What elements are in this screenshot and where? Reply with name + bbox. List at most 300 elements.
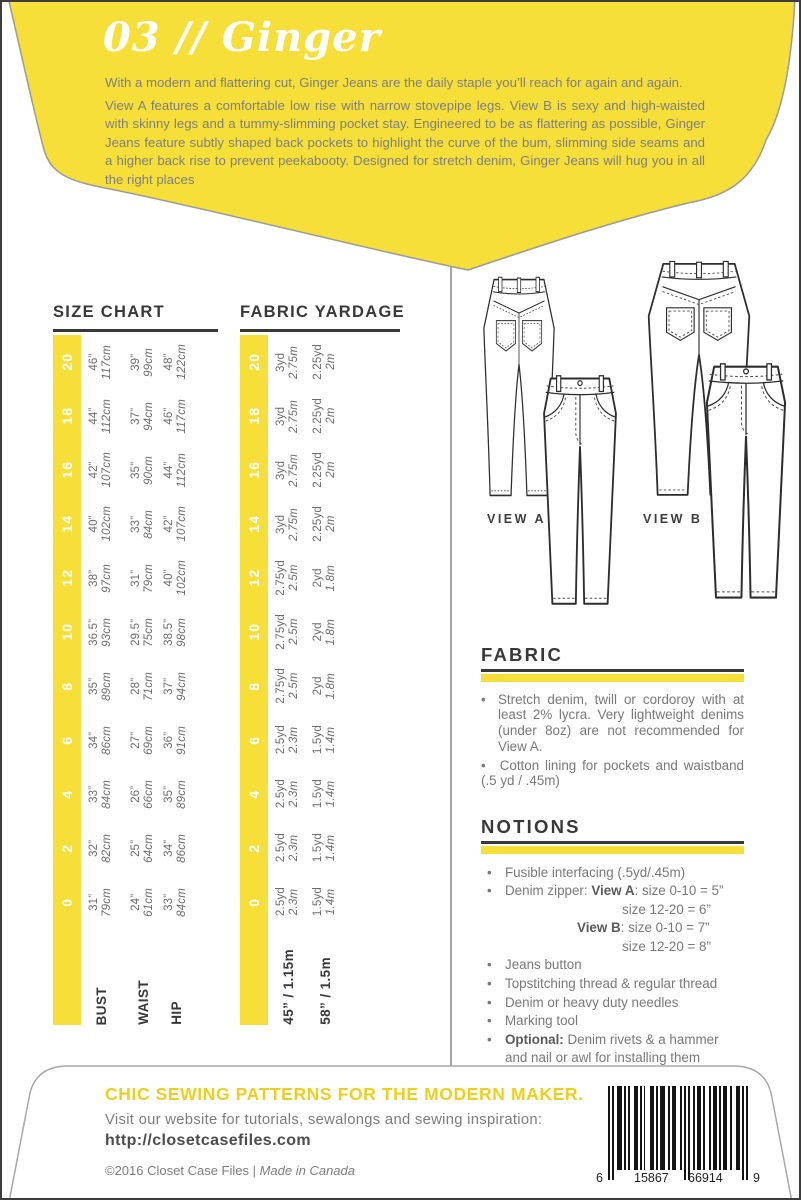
- size-number: 16: [59, 461, 75, 479]
- barcode-bar: [723, 1086, 727, 1170]
- value-imperial: 1.5yd: [312, 887, 325, 917]
- measurement-cell: [83, 335, 119, 389]
- measurement-value: [130, 726, 156, 755]
- value-metric: 2.3m: [288, 780, 300, 808]
- size-band: [53, 335, 81, 1025]
- measurement-value: [163, 506, 189, 542]
- measurement-value: [312, 565, 338, 591]
- measurement-value: [275, 454, 301, 487]
- measurement-value: [275, 614, 301, 650]
- view-a-front-drawing: [544, 376, 616, 604]
- value-imperial: 42”: [88, 461, 101, 479]
- table-column: [307, 335, 343, 1025]
- value-metric: 84cm: [101, 779, 113, 809]
- value-imperial: 42”: [163, 515, 176, 533]
- value-imperial: 27”: [130, 731, 143, 749]
- measurement-cell: [270, 497, 306, 551]
- bullet-icon: •: [487, 957, 492, 973]
- barcode-bar: [746, 1086, 748, 1180]
- value-imperial: 40”: [163, 569, 176, 587]
- value-imperial: 2.5yd: [275, 779, 288, 809]
- measurement-cell: [125, 713, 161, 767]
- measurement-cell: [125, 497, 161, 551]
- size-number: 18: [246, 407, 262, 425]
- footer-copyright: [105, 1163, 355, 1178]
- measurement-cell: [125, 389, 161, 443]
- measurement-value: [312, 344, 338, 380]
- table-column: [83, 335, 119, 1025]
- size-cell: [240, 767, 268, 821]
- table-column: [158, 335, 194, 1025]
- value-metric: 2m: [325, 461, 337, 479]
- measurement-cell: [270, 713, 306, 767]
- barcode-digit-group: 6: [596, 1171, 603, 1185]
- size-number: 10: [59, 623, 75, 641]
- fabric-title: FABRIC: [481, 644, 564, 665]
- measurement-cell: [158, 605, 194, 659]
- measurement-value: [130, 618, 156, 647]
- size-cell: [240, 821, 268, 875]
- measurement-value: [163, 399, 189, 434]
- value-metric: 66cm: [143, 779, 155, 809]
- intro-text: With a modern and flattering cut, Ginger Jeans are the daily staple you’ll reach for again and again.: [105, 75, 683, 90]
- value-imperial: 1.5yd: [312, 779, 325, 809]
- bullet-icon: •: [487, 864, 492, 880]
- measurement-cell: [83, 497, 119, 551]
- value-metric: 1.4m: [325, 834, 337, 862]
- measurement-value: [88, 399, 114, 434]
- size-number: 14: [246, 515, 262, 533]
- value-imperial: 35”: [88, 677, 101, 695]
- size-cell: [53, 551, 81, 605]
- measurement-cell: [307, 335, 343, 389]
- value-imperial: 2yd: [312, 568, 325, 588]
- measurement-value: [163, 888, 189, 917]
- value-metric: 94cm: [176, 671, 188, 701]
- made-in-text: Made in Canada: [259, 1163, 355, 1178]
- column-label-cell: [83, 929, 119, 1025]
- measurement-value: [88, 726, 114, 755]
- measurement-cell: [307, 497, 343, 551]
- value-metric: 79cm: [101, 887, 113, 917]
- value-metric: 82cm: [101, 833, 113, 863]
- notions-list: [481, 864, 744, 1069]
- value-imperial: 37”: [163, 677, 176, 695]
- barcode-bar: [742, 1086, 744, 1180]
- column-label: HIP: [168, 1001, 184, 1025]
- barcode-digit-group: 15867: [634, 1171, 669, 1185]
- measurement-cell: [83, 389, 119, 443]
- value-imperial: 44”: [88, 407, 101, 425]
- measurement-cell: [83, 767, 119, 821]
- measurement-cell: [270, 605, 306, 659]
- size-cell: [53, 767, 81, 821]
- bullet-icon: •: [481, 691, 486, 707]
- measurement-value: [163, 780, 189, 809]
- size-cell: [240, 389, 268, 443]
- measurement-cell: [125, 551, 161, 605]
- measurement-cell: [307, 605, 343, 659]
- barcode-bar: [703, 1086, 705, 1170]
- size-cell: [240, 659, 268, 713]
- value-metric: 112cm: [101, 398, 113, 434]
- measurement-value: [88, 452, 114, 488]
- size-number: 2: [59, 843, 75, 853]
- measurement-cell: [270, 335, 306, 389]
- fabric-bullet-2-text: Cotton lining for pockets and waistband (.5 yd / .45m): [481, 757, 744, 789]
- size-number: 6: [246, 735, 262, 745]
- size-number: 0: [59, 897, 75, 907]
- value-metric: 1.8m: [325, 618, 337, 646]
- value-metric: 2.3m: [288, 834, 300, 862]
- measurement-cell: [270, 767, 306, 821]
- measurement-cell: [307, 659, 343, 713]
- value-metric: 102cm: [101, 506, 113, 542]
- measurement-cell: [270, 821, 306, 875]
- value-metric: 2m: [325, 353, 337, 371]
- measurement-cell: [125, 767, 161, 821]
- measurement-cell: [125, 335, 161, 389]
- barcode-digit-group: 66914: [688, 1171, 723, 1185]
- optional-label: Optional:: [505, 1031, 564, 1047]
- table-column: [125, 335, 161, 1025]
- bullet-icon: •: [487, 976, 492, 992]
- value-imperial: 1.5yd: [312, 725, 325, 755]
- value-imperial: 28”: [130, 677, 143, 695]
- value-metric: 91cm: [176, 725, 188, 755]
- value-imperial: 46”: [88, 353, 101, 371]
- measurement-value: [312, 673, 338, 699]
- value-metric: 2m: [325, 407, 337, 425]
- measurement-value: [275, 887, 301, 916]
- size-chart-title: SIZE CHART: [53, 303, 165, 321]
- size-cell: [53, 443, 81, 497]
- bullet-icon: •: [487, 1013, 492, 1029]
- measurement-value: [163, 618, 189, 647]
- measurement-value: [163, 726, 189, 755]
- measurement-value: [275, 560, 301, 596]
- measurement-value: [130, 348, 156, 377]
- optional-text: Denim rivets & a hammer and nail or awl for installing them: [505, 1031, 719, 1066]
- footer-tagline: CHIC SEWING PATTERNS FOR THE MODERN MAKER.: [105, 1084, 584, 1104]
- zipper-view-b-line: [481, 919, 744, 938]
- value-imperial: 3yd: [275, 406, 288, 426]
- size-number: 16: [246, 461, 262, 479]
- zipper-b-size-2: size 12-20 = 8”: [622, 938, 711, 954]
- value-metric: 2.5m: [288, 672, 300, 700]
- size-chart-section: [53, 303, 218, 1057]
- barcode-bar: [656, 1086, 658, 1170]
- barcode-bar: [709, 1086, 711, 1170]
- barcode-bar: [634, 1086, 638, 1170]
- value-imperial: 2.25yd: [312, 344, 325, 380]
- measurement-value: [312, 506, 338, 542]
- size-cell: [240, 443, 268, 497]
- size-cell: [53, 875, 81, 929]
- notions-rule: [481, 841, 744, 844]
- measurement-value: [275, 668, 301, 704]
- value-metric: 1.8m: [325, 564, 337, 592]
- measurement-value: [130, 510, 156, 539]
- measurement-value: [163, 453, 189, 488]
- measurement-value: [88, 834, 114, 863]
- measurement-value: [88, 564, 114, 593]
- value-metric: 71cm: [143, 671, 155, 701]
- value-imperial: 2.75yd: [275, 614, 288, 650]
- measurement-cell: [307, 821, 343, 875]
- measurement-cell: [158, 713, 194, 767]
- value-imperial: 29.5”: [130, 618, 143, 646]
- column-label-cell: [270, 929, 306, 1025]
- value-imperial: 33”: [163, 893, 176, 911]
- fabric-yardage-section: [240, 303, 405, 1057]
- value-imperial: 48”: [163, 353, 176, 371]
- size-chart-table: [53, 335, 218, 1057]
- view-b-label: VIEW B: [643, 512, 703, 526]
- barcode-bar: [688, 1086, 690, 1180]
- size-cell: [53, 389, 81, 443]
- zipper-prefix: Denim zipper:: [505, 883, 592, 899]
- size-cell: [53, 659, 81, 713]
- value-imperial: 35”: [130, 461, 143, 479]
- measurement-value: [163, 834, 189, 863]
- size-number: 10: [246, 623, 262, 641]
- notions-yellow-bar: [481, 846, 744, 854]
- measurement-cell: [83, 875, 119, 929]
- copyright-separator: |: [248, 1163, 260, 1178]
- measurement-value: [312, 619, 338, 645]
- value-imperial: 26”: [130, 785, 143, 803]
- measurement-cell: [307, 389, 343, 443]
- measurement-cell: [307, 875, 343, 929]
- measurement-value: [275, 833, 301, 862]
- value-imperial: 3yd: [275, 460, 288, 480]
- description-text: View A features a comfortable low rise with narrow stovepipe legs. View B is sexy and high-waisted with skinny legs and a tummy-slimming pocket stay. Engineered to be as flattering as possible, Ginger Jeans feature subtly shaped back pockets to highlight the curve of the bum, slimming side seams and a higher back rise to prevent peekabooty. Designed for stretch denim, Ginger Jeans will hug you in all the right places: [105, 98, 705, 187]
- value-imperial: 2.5yd: [275, 887, 288, 917]
- notions-title: NOTIONS: [481, 816, 581, 837]
- value-imperial: 35”: [163, 785, 176, 803]
- table-column: [270, 335, 306, 1025]
- bullet-icon: •: [481, 757, 486, 773]
- column-label: WAIST: [135, 980, 151, 1025]
- barcode-bar: [617, 1086, 622, 1170]
- fabric-yardage-title: FABRIC YARDAGE: [240, 303, 405, 321]
- barcode-bar: [736, 1086, 740, 1170]
- measurement-value: [88, 345, 114, 380]
- measurement-value: [163, 344, 189, 380]
- value-metric: 102cm: [176, 560, 188, 596]
- measurement-cell: [83, 713, 119, 767]
- value-metric: 69cm: [143, 725, 155, 755]
- size-cell: [240, 551, 268, 605]
- value-imperial: 36”: [163, 731, 176, 749]
- measurement-cell: [270, 389, 306, 443]
- measurement-cell: [158, 659, 194, 713]
- barcode-bar: [730, 1086, 732, 1170]
- value-imperial: 2.75yd: [275, 560, 288, 596]
- barcode-bar: [640, 1086, 642, 1170]
- barcode-bar: [684, 1086, 686, 1180]
- value-metric: 2.75m: [288, 399, 300, 433]
- measurement-value: [130, 888, 156, 917]
- notions-item-zipper: [481, 882, 744, 901]
- value-metric: 86cm: [101, 725, 113, 755]
- size-cell: [240, 605, 268, 659]
- size-band: [240, 335, 268, 1025]
- barcode-bar: [713, 1086, 718, 1170]
- column-label-cell: [125, 929, 161, 1025]
- value-metric: 107cm: [176, 506, 188, 542]
- measurement-cell: [270, 443, 306, 497]
- value-metric: 1.4m: [325, 780, 337, 808]
- measurement-value: [312, 452, 338, 488]
- notions-item-marking: [481, 1012, 744, 1031]
- value-metric: 75cm: [143, 617, 155, 647]
- measurement-value: [88, 672, 114, 701]
- size-cell: [240, 713, 268, 767]
- measurement-cell: [307, 551, 343, 605]
- value-metric: 117cm: [101, 344, 113, 380]
- measurement-cell: [158, 497, 194, 551]
- column-label: 58” / 1.5m: [317, 957, 333, 1025]
- value-imperial: 34”: [163, 839, 176, 857]
- notions-item-text: Fusible interfacing (.5yd/.45m): [505, 864, 686, 880]
- size-cell: [53, 335, 81, 389]
- value-metric: 1.4m: [325, 888, 337, 916]
- value-imperial: 2.5yd: [275, 725, 288, 755]
- bullet-icon: •: [487, 994, 492, 1010]
- size-number: 8: [246, 681, 262, 691]
- notions-item-interfacing: [481, 864, 744, 883]
- column-label: BUST: [93, 986, 109, 1025]
- barcode: [596, 1086, 760, 1186]
- measurement-value: [130, 402, 156, 431]
- measurement-value: [130, 834, 156, 863]
- size-number: 6: [59, 735, 75, 745]
- notions-item-button: [481, 956, 744, 975]
- barcode-bar: [680, 1086, 682, 1170]
- value-metric: 89cm: [176, 779, 188, 809]
- notions-item-text: Jeans button: [505, 957, 582, 973]
- value-metric: 2.3m: [288, 726, 300, 754]
- value-imperial: 2.25yd: [312, 398, 325, 434]
- value-imperial: 31”: [130, 569, 143, 587]
- value-metric: 2.75m: [288, 453, 300, 487]
- value-imperial: 38.5”: [163, 618, 176, 646]
- value-metric: 122cm: [176, 344, 188, 380]
- size-cell: [240, 497, 268, 551]
- value-metric: 84cm: [143, 509, 155, 539]
- measurement-value: [88, 780, 114, 809]
- value-imperial: 39”: [130, 353, 143, 371]
- value-metric: 93cm: [101, 617, 113, 647]
- jeans-line-drawings: [440, 245, 801, 620]
- barcode-bar: [628, 1086, 630, 1170]
- barcode-bar: [660, 1086, 665, 1170]
- fabric-rule: [481, 669, 744, 672]
- measurement-cell: [83, 551, 119, 605]
- value-metric: 97cm: [101, 563, 113, 593]
- measurement-value: [312, 887, 338, 916]
- value-metric: 84cm: [176, 887, 188, 917]
- fabric-bullet-1: [481, 692, 744, 755]
- zipper-view-b: View B: [577, 920, 621, 936]
- notions-item-thread: [481, 975, 744, 994]
- measurement-cell: [158, 389, 194, 443]
- value-imperial: 2yd: [312, 622, 325, 642]
- barcode-bar: [719, 1086, 721, 1170]
- view-a-label: VIEW A: [487, 512, 546, 526]
- barcode-digit-group: 9: [753, 1171, 760, 1185]
- value-imperial: 36.5”: [88, 618, 101, 646]
- barcode-bars: [608, 1086, 748, 1182]
- value-metric: 2m: [325, 515, 337, 533]
- fabric-yardage-rule: [240, 329, 400, 332]
- value-metric: 90cm: [143, 455, 155, 485]
- barcode-bar: [693, 1086, 695, 1170]
- measurement-value: [88, 618, 114, 647]
- value-metric: 1.4m: [325, 726, 337, 754]
- size-number: 0: [246, 897, 262, 907]
- measurement-cell: [158, 551, 194, 605]
- measurement-cell: [125, 659, 161, 713]
- notions-item-text: Topstitching thread & regular thread: [505, 976, 718, 992]
- measurement-cell: [158, 443, 194, 497]
- measurement-value: [275, 508, 301, 541]
- view-b-front-drawing: [707, 364, 785, 598]
- view-a-back-drawing: [484, 277, 554, 495]
- measurement-value: [275, 400, 301, 433]
- barcode-bar: [612, 1086, 614, 1180]
- value-imperial: 33”: [130, 515, 143, 533]
- measurement-cell: [270, 659, 306, 713]
- measurement-value: [130, 564, 156, 593]
- measurement-cell: [307, 443, 343, 497]
- copyright-text: ©2016 Closet Case Files: [105, 1163, 249, 1178]
- measurement-value: [275, 346, 301, 379]
- measurement-value: [163, 672, 189, 701]
- value-metric: 2.75m: [288, 507, 300, 541]
- value-metric: 61cm: [143, 887, 155, 917]
- barcode-bar: [608, 1086, 610, 1180]
- column-label-cell: [307, 929, 343, 1025]
- value-metric: 1.8m: [325, 672, 337, 700]
- measurement-cell: [158, 875, 194, 929]
- value-imperial: 34”: [88, 731, 101, 749]
- value-metric: 98cm: [176, 617, 188, 647]
- measurement-cell: [125, 875, 161, 929]
- size-number: 2: [246, 843, 262, 853]
- value-metric: 2.5m: [288, 618, 300, 646]
- notions-item-needles: [481, 994, 744, 1013]
- measurement-cell: [125, 821, 161, 875]
- size-number: 8: [59, 681, 75, 691]
- value-imperial: 40”: [88, 515, 101, 533]
- measurement-cell: [270, 875, 306, 929]
- value-imperial: 2.25yd: [312, 452, 325, 488]
- size-number: 18: [59, 407, 75, 425]
- fabric-yellow-bar: [481, 674, 744, 682]
- measurement-value: [130, 672, 156, 701]
- value-metric: 107cm: [101, 452, 113, 488]
- value-imperial: 2.75yd: [275, 668, 288, 704]
- measurement-value: [275, 779, 301, 808]
- value-imperial: 24”: [130, 893, 143, 911]
- value-metric: 89cm: [101, 671, 113, 701]
- value-imperial: 2.5yd: [275, 833, 288, 863]
- size-chart-rule: [53, 329, 218, 332]
- size-cell: [53, 497, 81, 551]
